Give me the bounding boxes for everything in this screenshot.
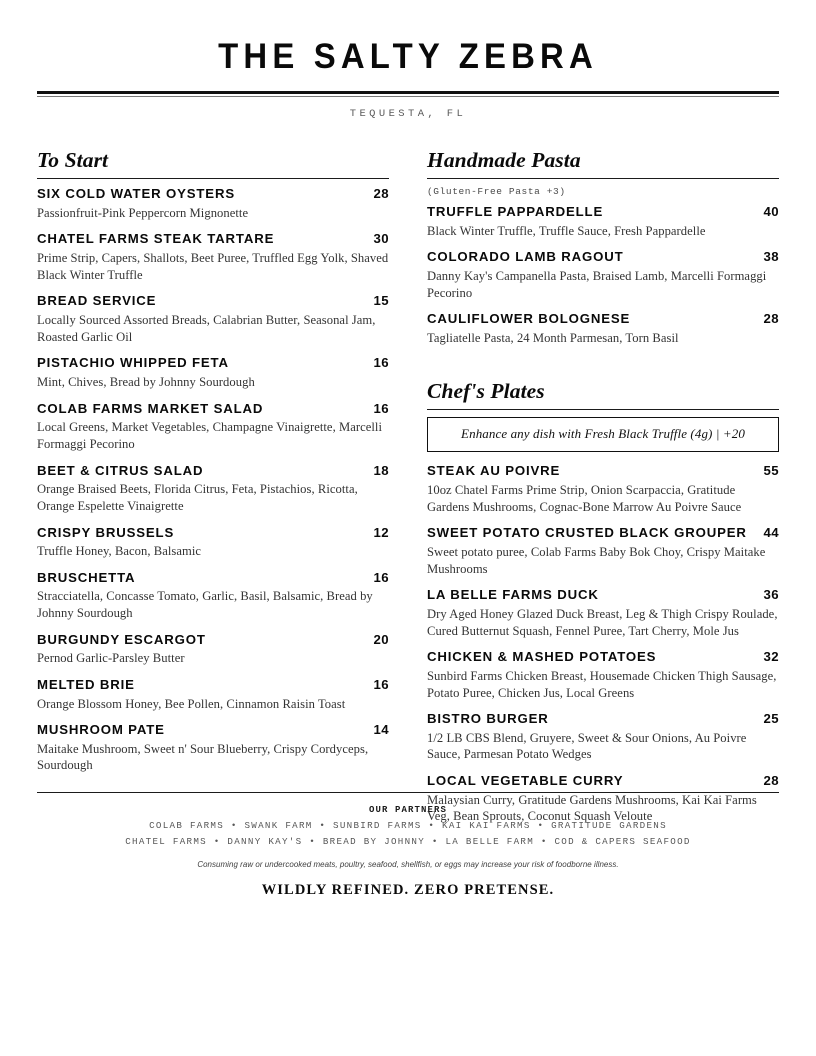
menu-item-name: TRUFFLE PAPPARDELLE [427,204,604,220]
section-title: Chef's Plates [427,378,545,403]
menu-item-header [427,649,779,666]
tagline: WILDLY REFINED. ZERO PRETENSE. [261,882,555,898]
menu-item-description: 1/2 LB CBS Blend, Gruyere, Sweet & Sour Onions, Au Poivre Sauce, Parmesan Potato Wedges [427,730,747,762]
menu-item-price: 16 [373,355,389,371]
menu-item [427,204,779,239]
menu-item-description: Tagliatelle Pasta, 24 Month Parmesan, Torn Basil [427,330,679,345]
menu-item [427,311,779,346]
menu-item-name: MELTED BRIE [37,677,135,692]
menu-item-price: 38 [763,249,779,265]
menu-item-description: Dry Aged Honey Glazed Duck Breast, Leg & Thigh Crispy Roulade, Cured Butternut Squash, Fennel Puree, Tart Cherry, Mole Jus [427,606,778,638]
menu-item-header [37,525,389,542]
menu-item-price: 14 [373,722,389,738]
partners-line-1: COLAB FARMS • SWANK FARM • SUNBIRD FARMS • KAI KAI FARMS • GRATITUDE GARDENS [149,820,667,831]
menu-item-description: Local Greens, Market Vegetables, Champagne Vinaigrette, Marcelli Formaggi Pecorino [37,420,383,451]
menu-item-header [427,249,779,266]
menu-item-description: Locally Sourced Assorted Breads, Calabrian Butter, Seasonal Jam, Roasted Garlic Oil [37,312,376,344]
menu-item [427,587,779,639]
menu-item-header [37,231,389,248]
menu-section [427,148,779,347]
menu-item [37,463,389,515]
menu-item [37,525,389,560]
menu-item-description: Danny Kay's Campanella Pasta, Braised Lamb, Marcelli Formaggi Pecorino [427,268,767,300]
menu-item-description: 10oz Chatel Farms Prime Strip, Onion Scarpaccia, Gratitude Gardens Mushrooms, Cognac-Bone Marrow Au Poivre Sauce [427,482,742,514]
health-disclaimer: Consuming raw or undercooked meats, poultry, seafood, shellfish, or eggs may increase your risk of foodborne illness. [197,860,619,869]
menu-item [37,677,389,712]
menu-item-name: COLAB FARMS MARKET SALAD [37,400,264,416]
menu-item-header [427,587,779,604]
menu-item-header [427,773,779,790]
menu-item-price: 16 [373,569,389,585]
menu-item [427,525,779,577]
menu-item-header [37,186,389,203]
menu-item-price: 55 [763,463,779,479]
menu-item-name: BISTRO BURGER [427,711,549,727]
menu-item-description: Mint, Chives, Bread by Johnny Sourdough [37,374,255,389]
menu-item-header [427,204,779,221]
menu-item [427,463,779,515]
menu-item [427,249,779,301]
menu-item-name: SWEET POTATO CRUSTED BLACK GROUPER [427,525,747,541]
menu-item-description: Orange Braised Beets, Florida Citrus, Feta, Pistachios, Ricotta, Orange Espelette Vinaigrette [37,482,358,513]
menu-item-name: LA BELLE FARMS DUCK [427,587,599,603]
menu-item-name: COLORADO LAMB RAGOUT [427,249,624,265]
menu-item-header [427,463,779,480]
partners-heading: OUR PARTNERS [368,805,447,815]
menu-item-description: Passionfruit-Pink Peppercorn Mignonette [37,205,249,220]
menu-footer [37,792,779,899]
partners-line-2: CHATEL FARMS • DANNY KAY'S • BREAD BY JOHNNY • LA BELLE FARM • COD & CAPERS SEAFOOD [125,836,691,847]
menu-item [37,722,389,774]
menu-item-price: 40 [763,204,779,220]
section-title: Handmade Pasta [427,147,581,172]
menu-item-header [427,711,779,728]
menu-item-header [37,722,389,739]
menu-item-price: 32 [763,649,779,665]
menu-item-price: 25 [763,711,779,727]
menu-item-name: BEET & CITRUS SALAD [37,462,204,478]
menu-item-name: LOCAL VEGETABLE CURRY [427,773,624,789]
menu-item [37,401,389,453]
menu-item-price: 16 [373,400,389,416]
masthead-divider [37,91,779,97]
menu-item-description: Stracciatella, Concasse Tomato, Garlic, Basil, Balsamic, Bread by Johnny Sourdough [37,589,373,621]
menu-columns [37,148,779,826]
restaurant-title: THE SALTY ZEBRA [218,37,598,76]
menu-item-name: SIX COLD WATER OYSTERS [37,186,235,202]
menu-item-description: Pernod Garlic-Parsley Butter [37,651,185,666]
menu-item-price: 36 [763,587,779,603]
menu-item-description: Black Winter Truffle, Truffle Sauce, Fresh Pappardelle [427,223,706,238]
location-subtitle: TEQUESTA, FL [349,107,467,120]
menu-item-name: CRISPY BRUSSELS [37,524,175,540]
menu-item-header [37,293,389,310]
menu-item-description: Orange Blossom Honey, Bee Pollen, Cinnamon Raisin Toast [37,696,346,711]
menu-item-price: 28 [763,773,779,789]
menu-item-header [37,632,389,649]
menu-item-header [427,311,779,328]
menu-section [37,148,389,775]
menu-item-description: Malaysian Curry, Gratitude Gardens Mushrooms, Kai Kai Farms Veg, Bean Sprouts, Coconut Squash Veloute [427,792,757,824]
section-divider [37,178,389,179]
section-title: To Start [37,147,109,172]
menu-item-name: CHICKEN & MASHED POTATOES [427,649,657,665]
section-note: (Gluten-Free Pasta +3) [427,186,566,198]
menu-item-header [37,355,389,372]
menu-item-price: 30 [373,231,389,247]
menu-item-price: 16 [373,677,389,692]
menu-item [37,632,389,667]
menu-column-left [37,148,389,826]
section-divider [427,409,779,410]
menu-item-header [427,525,779,542]
menu-item-name: BRUSCHETTA [37,569,136,585]
menu-section [427,379,779,826]
menu-item-description: Sunbird Farms Chicken Breast, Housemade Chicken Thigh Sausage, Potato Puree, Chicken Jus, Local Greens [427,668,777,700]
menu-item [37,355,389,390]
menu-item-price: 18 [373,462,389,478]
menu-item [37,293,389,345]
menu-item-name: BREAD SERVICE [37,293,157,309]
menu-item-price: 12 [373,524,389,540]
menu-item-name: MUSHROOM PATE [37,722,165,738]
menu-item [37,186,389,221]
truffle-enhancement-text: Enhance any dish with Fresh Black Truffle (4g) | +20 [461,426,745,442]
menu-item [427,711,779,763]
menu-item-description: Prime Strip, Capers, Shallots, Beet Puree, Truffled Egg Yolk, Shaved Black Winter Truffle [37,250,389,282]
menu-item-description: Sweet potato puree, Colab Farms Baby Bok Choy, Crispy Maitake Mushrooms [427,544,766,576]
truffle-enhancement-callout [427,417,779,452]
menu-item-header [37,401,389,418]
menu-item-price: 44 [763,525,779,541]
footer-divider [37,792,779,793]
menu-item-name: PISTACHIO WHIPPED FETA [37,355,229,371]
menu-item-name: BURGUNDY ESCARGOT [37,631,206,647]
menu-item [37,570,389,622]
menu-item-price: 15 [373,293,389,309]
menu-item-name: STEAK AU POIVRE [427,463,561,479]
section-divider [427,178,779,179]
menu-item-header [37,463,389,480]
masthead [37,0,779,120]
menu-item-header [37,677,389,694]
menu-item-description: Truffle Honey, Bacon, Balsamic [37,544,202,559]
menu-item-price: 28 [373,186,389,202]
menu-item-price: 28 [763,311,779,327]
menu-column-right [427,148,779,826]
menu-item [37,231,389,283]
menu-item-name: CHATEL FARMS STEAK TARTARE [37,231,275,247]
menu-item-header [37,570,389,587]
menu-item-description: Maitake Mushroom, Sweet n' Sour Blueberry, Crispy Cordyceps, Sourdough [37,741,369,773]
menu-item [427,649,779,701]
menu-item-price: 20 [373,631,389,647]
menu-item-name: CAULIFLOWER BOLOGNESE [427,311,631,327]
